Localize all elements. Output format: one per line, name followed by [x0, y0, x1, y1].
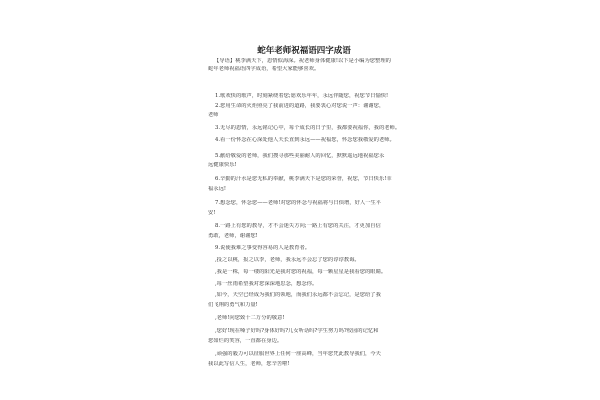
intro-line: 【导语】桃李满天下，恩情似海深。祝老师身体健康!以下是小编为您整理的	[214, 58, 391, 64]
list-item: 5.献给敬爱的老师，我们搜寻那些美丽耐人的回忆，默默遥远地祝福您永	[215, 153, 385, 159]
list-item-continuation: 老师	[208, 112, 219, 118]
list-item: 1.歌欢快的歌声，时刻紧绕着您;愿欢乐年年，永远伴随您，祝您节日愉快!	[215, 93, 389, 99]
list-item-continuation: 安!	[208, 210, 216, 216]
list-item-continuation: 勇敢，老师，谢谢您!	[208, 233, 258, 239]
document-title: 蛇年老师祝福语四字成语	[257, 46, 351, 56]
list-item: 4.看一份怀念在心深处他人天长直到永远——祝福您，怀念您我敬爱的老师。	[215, 137, 395, 143]
list-item-continuation: 我以此写信人生，老师，您辛苦啦!	[208, 361, 290, 367]
document-page	[200, 0, 408, 400]
list-item-continuation: 远健康快乐!	[208, 162, 237, 168]
list-item: 9.说使我难之事变得容易的人是教育者。	[215, 245, 311, 251]
list-item: ,每一丝雨希望我对您深深地思念，想念你。	[215, 281, 318, 287]
intro-line: 蛇年老师祝福语四字成语，希望大家能够喜欢。	[208, 66, 320, 72]
list-item: ,您好!现在嗓子好吗?身体好吗?儿女听话吗?学生努力吗?校园的记忆和	[215, 328, 379, 334]
list-item-continuation: 福永远!	[208, 186, 227, 192]
list-item: 2.您用生命的火炬照亮了我前进的道路，我要衷心对您说一声：谢谢您，	[215, 103, 385, 109]
list-item: 8.一路上有您的教导，才不会迷失方向;一路上有您的关注，才更加自信	[215, 223, 381, 229]
list-item: ,如今，天空已经成为我们的领地，而我们永远都不会忘记，是您给了我	[215, 292, 381, 298]
list-item: ,老师!向您致十二万分的敬意!	[215, 315, 285, 321]
list-item: ,投之以桃，报之以李，老师，我永远不会忘了您的谆谆教诲。	[215, 257, 360, 263]
list-item-continuation: 您如烂的笑容，一直都在身边。	[208, 338, 283, 344]
list-item: 3.无尽的恩情，永远铭记心中，每个成长的日子里，我都要祝福你，我的老师。	[215, 125, 401, 131]
list-item: 6.辛勤的汗水是您无私的奉献，桃李满天下是您的荣誉，祝您，节日快乐!幸	[215, 176, 392, 182]
list-item: ,顽强的毅力可以征服世界上任何一座高峰，当年您凭此教导我们，今天	[215, 351, 381, 357]
list-item-continuation: 们飞翔的勇气和力量!	[208, 302, 258, 308]
list-item: ,我是一株，每一缕的阳光是我对您的祝福，每一颗星星是我看您的眼睛。	[215, 269, 387, 275]
list-item: 7.想念您，怀念您——老师!对您的怀念与祝福将与日俱增，好人一生平	[215, 200, 382, 206]
